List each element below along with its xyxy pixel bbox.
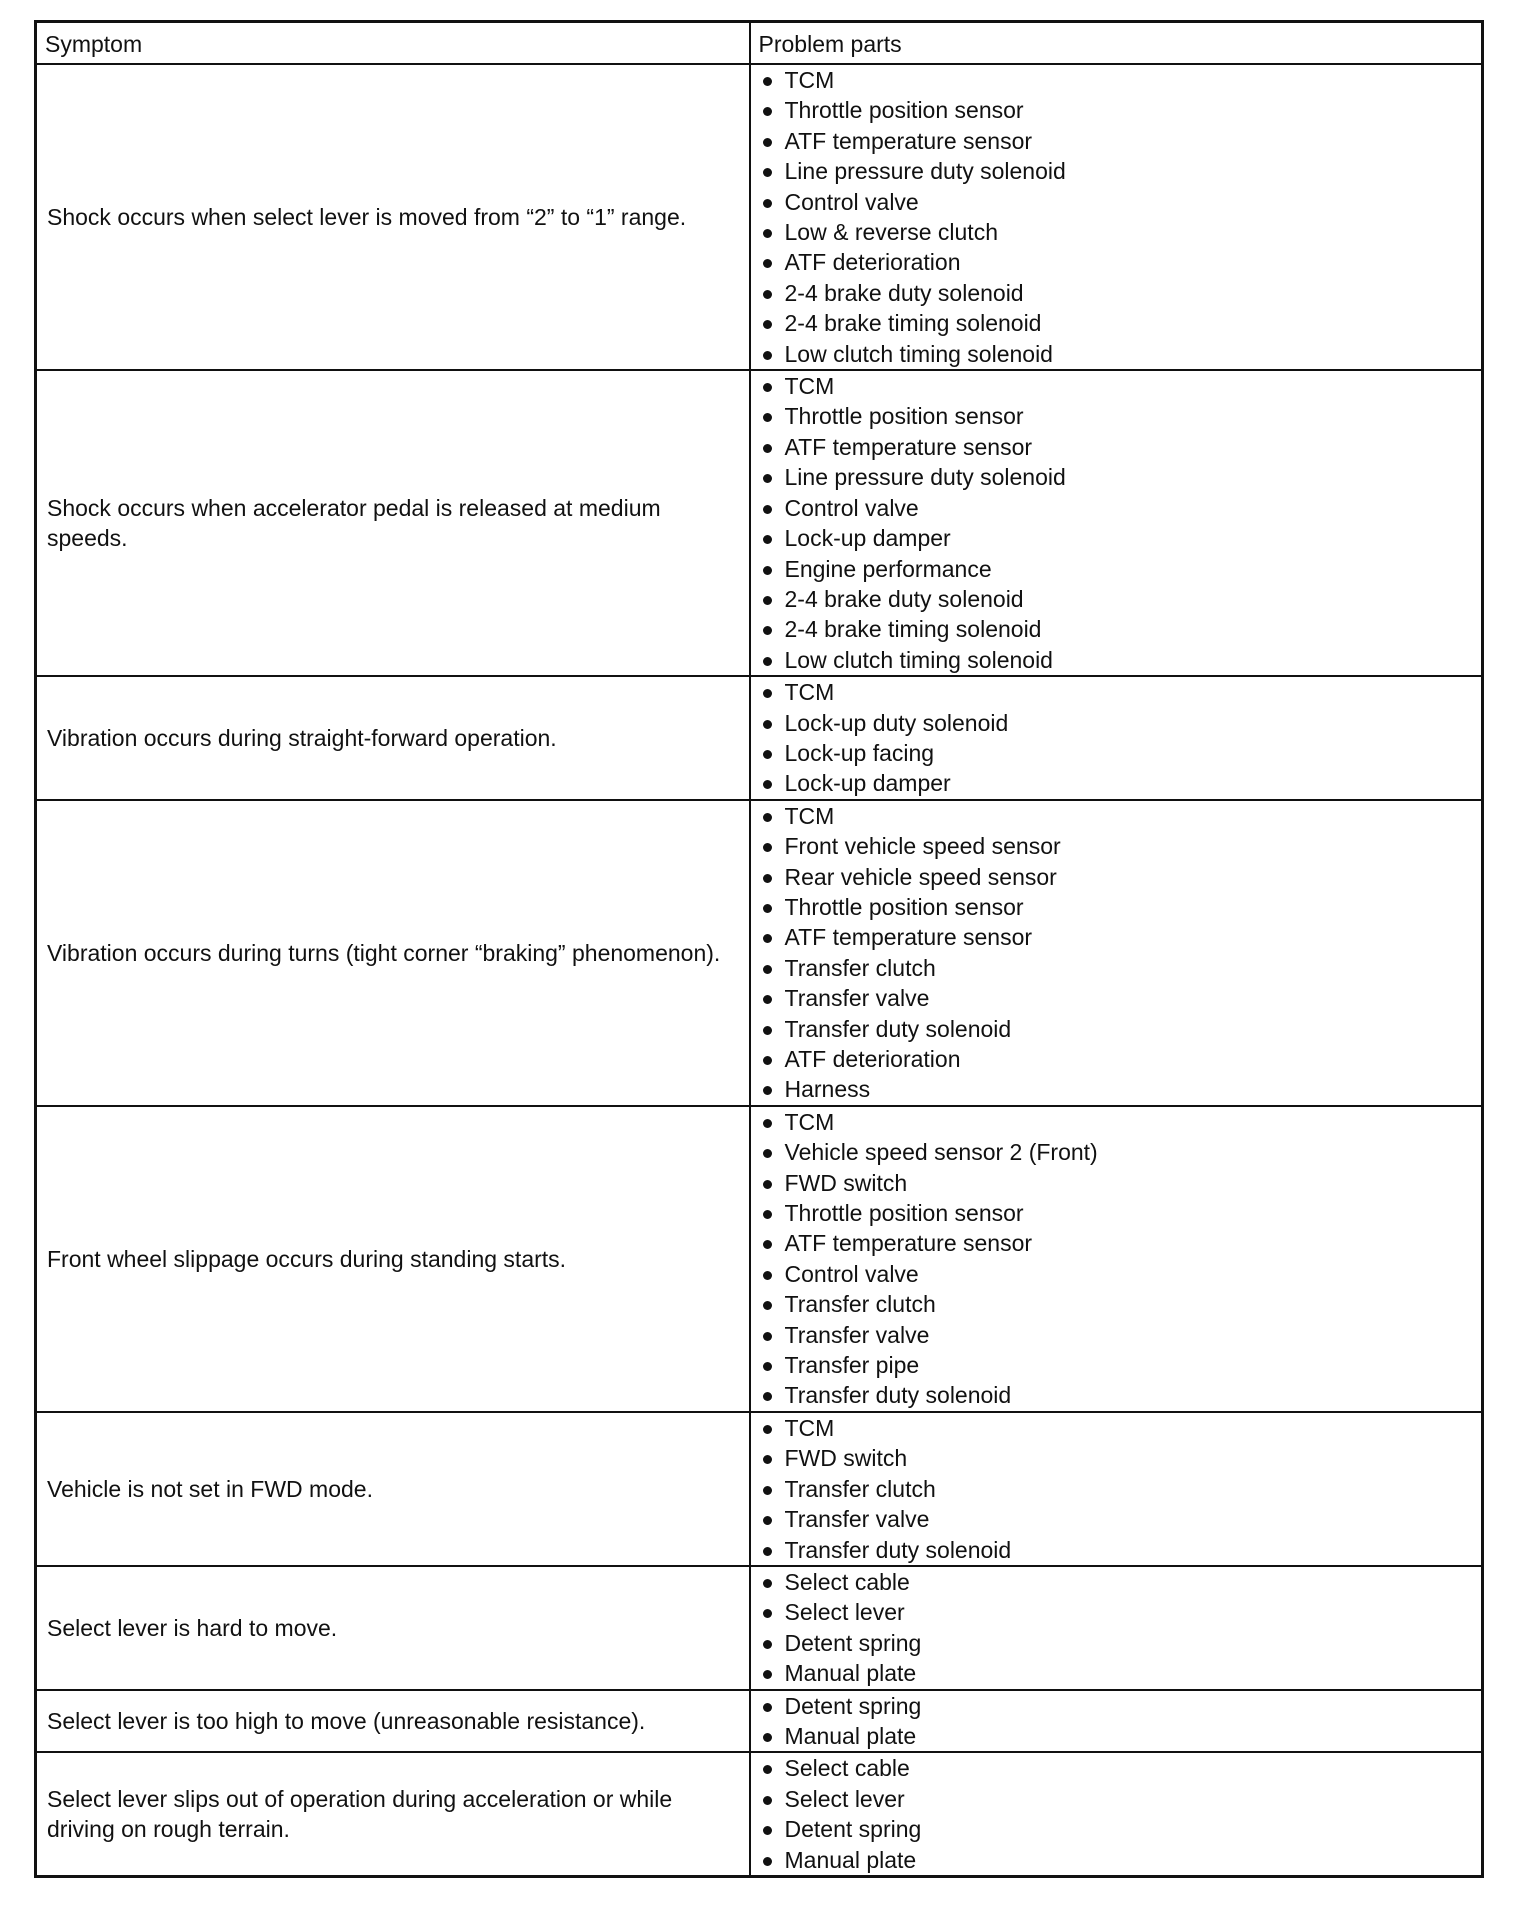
list-item: Throttle position sensor xyxy=(759,95,1476,125)
list-item: Manual plate xyxy=(759,1658,1476,1688)
symptom-cell: Select lever slips out of operation during acceleration or while driving on rough terrain. xyxy=(36,1752,750,1876)
list-item: Select cable xyxy=(759,1567,1476,1597)
problem-parts-cell xyxy=(750,800,1483,1106)
list-item: Transfer valve xyxy=(759,1320,1476,1350)
list-item: Transfer clutch xyxy=(759,953,1476,983)
problem-parts-cell xyxy=(750,676,1483,800)
list-item: Detent spring xyxy=(759,1691,1476,1721)
symptom-cell: Shock occurs when select lever is moved from “2” to “1” range. xyxy=(36,64,750,370)
symptom-cell: Vibration occurs during turns (tight corner “braking” phenomenon). xyxy=(36,800,750,1106)
list-item: Transfer duty solenoid xyxy=(759,1014,1476,1044)
list-item: Manual plate xyxy=(759,1721,1476,1751)
problem-parts-list xyxy=(759,1567,1476,1689)
list-item: FWD switch xyxy=(759,1168,1476,1198)
list-item: Lock-up damper xyxy=(759,523,1476,553)
list-item: Control valve xyxy=(759,187,1476,217)
symptom-cell: Shock occurs when accelerator pedal is released at medium speeds. xyxy=(36,370,750,676)
list-item: 2-4 brake timing solenoid xyxy=(759,308,1476,338)
table-row xyxy=(36,370,1483,676)
document-page xyxy=(34,20,1481,1878)
symptom-cell: Select lever is hard to move. xyxy=(36,1566,750,1690)
symptom-cell: Vehicle is not set in FWD mode. xyxy=(36,1412,750,1566)
problem-parts-cell xyxy=(750,1412,1483,1566)
problem-parts-list xyxy=(759,65,1476,369)
symptom-table xyxy=(34,20,1484,1878)
list-item: Low & reverse clutch xyxy=(759,217,1476,247)
problem-parts-list xyxy=(759,1753,1476,1875)
problem-parts-list xyxy=(759,1691,1476,1752)
list-item: Transfer pipe xyxy=(759,1350,1476,1380)
problem-parts-list xyxy=(759,1107,1476,1411)
list-item: Detent spring xyxy=(759,1814,1476,1844)
problem-parts-cell xyxy=(750,370,1483,676)
list-item: ATF temperature sensor xyxy=(759,922,1476,952)
list-item: Transfer valve xyxy=(759,1504,1476,1534)
list-item: Line pressure duty solenoid xyxy=(759,462,1476,492)
table-row xyxy=(36,1690,1483,1753)
problem-parts-cell xyxy=(750,1752,1483,1876)
list-item: Lock-up damper xyxy=(759,768,1476,798)
list-item: Rear vehicle speed sensor xyxy=(759,862,1476,892)
list-item: TCM xyxy=(759,677,1476,707)
table-row xyxy=(36,1106,1483,1412)
problem-parts-cell xyxy=(750,1106,1483,1412)
list-item: TCM xyxy=(759,801,1476,831)
table-header-row xyxy=(36,22,1483,65)
symptom-cell: Select lever is too high to move (unreasonable resistance). xyxy=(36,1690,750,1753)
list-item: Control valve xyxy=(759,1259,1476,1289)
list-item: Select lever xyxy=(759,1597,1476,1627)
list-item: Vehicle speed sensor 2 (Front) xyxy=(759,1137,1476,1167)
problem-parts-column-header: Problem parts xyxy=(750,22,1483,65)
list-item: TCM xyxy=(759,65,1476,95)
list-item: TCM xyxy=(759,1413,1476,1443)
table-row xyxy=(36,676,1483,800)
list-item: TCM xyxy=(759,371,1476,401)
list-item: Manual plate xyxy=(759,1845,1476,1875)
table-body xyxy=(36,64,1483,1876)
problem-parts-cell xyxy=(750,1566,1483,1690)
table-row xyxy=(36,64,1483,370)
list-item: ATF deterioration xyxy=(759,247,1476,277)
list-item: ATF temperature sensor xyxy=(759,1228,1476,1258)
problem-parts-cell xyxy=(750,1690,1483,1753)
symptom-cell: Front wheel slippage occurs during standing starts. xyxy=(36,1106,750,1412)
table-row xyxy=(36,1412,1483,1566)
problem-parts-list xyxy=(759,1413,1476,1565)
list-item: Detent spring xyxy=(759,1628,1476,1658)
list-item: Throttle position sensor xyxy=(759,1198,1476,1228)
list-item: Lock-up facing xyxy=(759,738,1476,768)
list-item: TCM xyxy=(759,1107,1476,1137)
list-item: Select lever xyxy=(759,1784,1476,1814)
symptom-cell: Vibration occurs during straight-forward operation. xyxy=(36,676,750,800)
list-item: Select cable xyxy=(759,1753,1476,1783)
list-item: ATF temperature sensor xyxy=(759,126,1476,156)
list-item: FWD switch xyxy=(759,1443,1476,1473)
list-item: Line pressure duty solenoid xyxy=(759,156,1476,186)
list-item: Harness xyxy=(759,1074,1476,1104)
problem-parts-list xyxy=(759,677,1476,799)
problem-parts-list xyxy=(759,801,1476,1105)
list-item: Throttle position sensor xyxy=(759,892,1476,922)
table-row xyxy=(36,800,1483,1106)
list-item: Transfer duty solenoid xyxy=(759,1380,1476,1410)
list-item: 2-4 brake duty solenoid xyxy=(759,278,1476,308)
list-item: Control valve xyxy=(759,493,1476,523)
table-row xyxy=(36,1566,1483,1690)
list-item: Engine performance xyxy=(759,554,1476,584)
symptom-column-header: Symptom xyxy=(36,22,750,65)
list-item: Transfer duty solenoid xyxy=(759,1535,1476,1565)
list-item: Low clutch timing solenoid xyxy=(759,645,1476,675)
problem-parts-list xyxy=(759,371,1476,675)
list-item: 2-4 brake duty solenoid xyxy=(759,584,1476,614)
list-item: Throttle position sensor xyxy=(759,401,1476,431)
list-item: Lock-up duty solenoid xyxy=(759,708,1476,738)
list-item: ATF deterioration xyxy=(759,1044,1476,1074)
list-item: Low clutch timing solenoid xyxy=(759,339,1476,369)
list-item: 2-4 brake timing solenoid xyxy=(759,614,1476,644)
list-item: Front vehicle speed sensor xyxy=(759,831,1476,861)
list-item: Transfer valve xyxy=(759,983,1476,1013)
table-row xyxy=(36,1752,1483,1876)
list-item: ATF temperature sensor xyxy=(759,432,1476,462)
problem-parts-cell xyxy=(750,64,1483,370)
list-item: Transfer clutch xyxy=(759,1289,1476,1319)
list-item: Transfer clutch xyxy=(759,1474,1476,1504)
